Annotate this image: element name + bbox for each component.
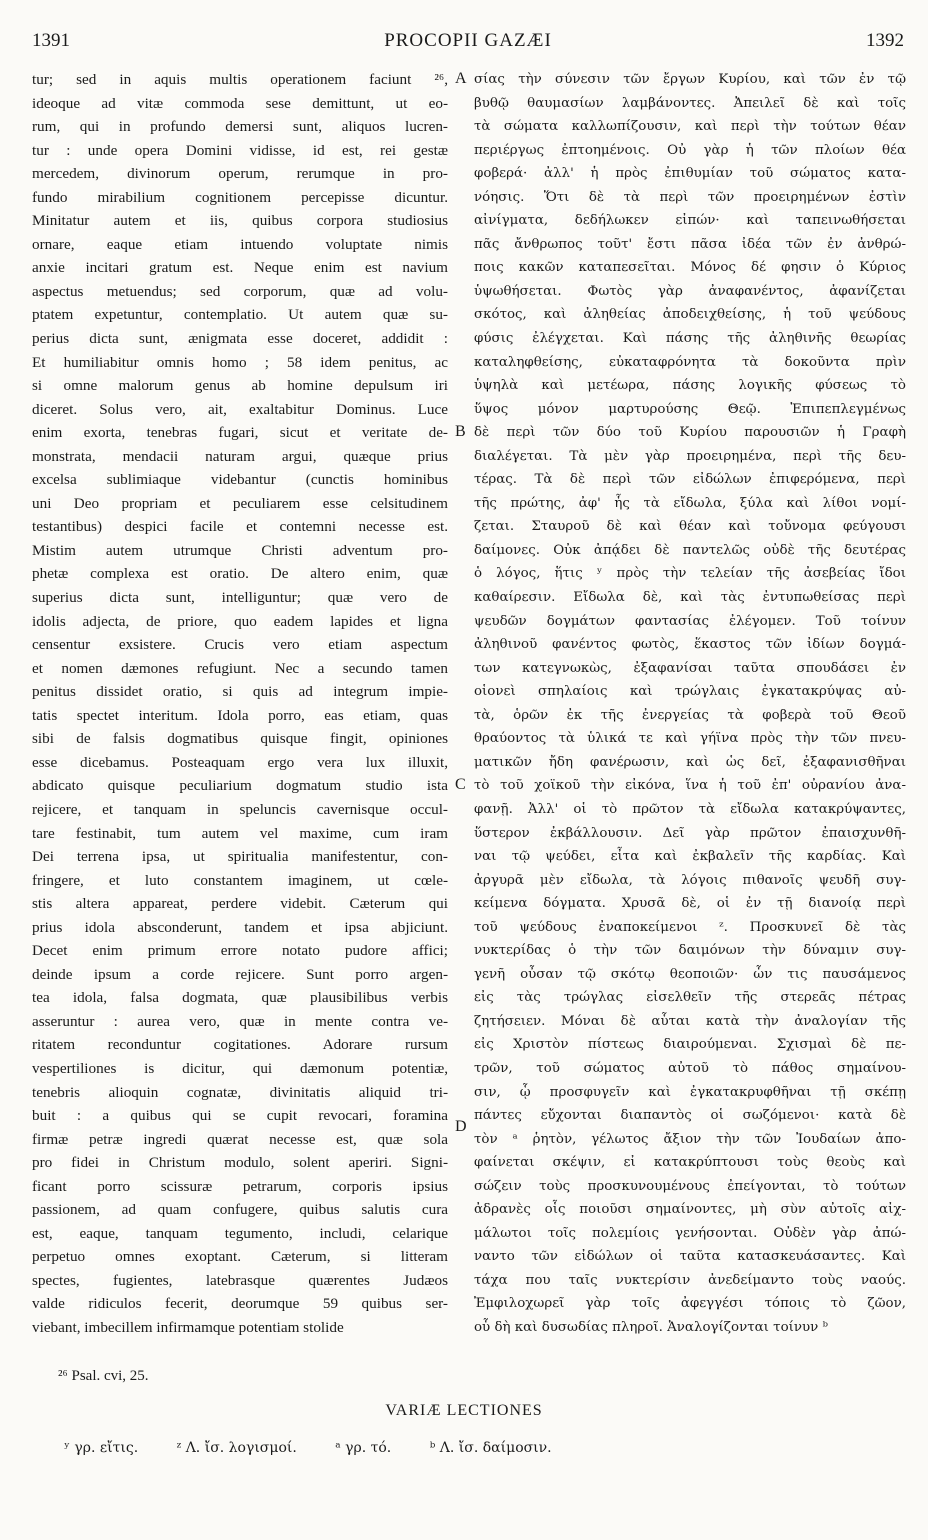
variant-reading: ᵇ Λ. ἴσ. δαίμοσιν. xyxy=(429,1440,552,1456)
text-line: tur; sed in aquis multis operationem faciunt ²⁶, xyxy=(32,71,448,88)
variant-reading: ʸ γρ. εἴτις. xyxy=(64,1440,139,1456)
text-line: monstrata, mendacii naturam argui, quæque prius xyxy=(32,447,448,465)
variae-lectiones-list xyxy=(64,1440,586,1456)
text-line: stis altera appareat, perdere videbit. Cæterum qui xyxy=(32,895,448,913)
text-line: τοῦ ψεύδους ἐναποκείμενοι ᶻ. Προσκυνεῖ δὲ τὰς xyxy=(474,919,906,935)
running-title: PROCOPII GAZÆI xyxy=(384,30,552,51)
text-line: ζητήσειεν. Μόναι δὲ αὗται κατὰ τὴν ἀναλογίαν τῆς xyxy=(474,1013,906,1029)
text-line: tur : unde opera Domini vidisse, id est, rei gestæ xyxy=(32,141,448,159)
page-number-right: 1392 xyxy=(866,30,904,51)
text-line: πᾶς ἄνθρωπος τοῦτ' ἔστι πᾶσα ἰδέα τῶν ἐν ἀνθρώ- xyxy=(474,236,906,252)
text-line: ptatem expetuntur, contemplatio. Ut autem quæ su- xyxy=(32,306,448,324)
text-line: κείμενα δόγματα. Χρυσᾶ δὲ, οἱ ἐν τῇ διανοίᾳ περὶ xyxy=(474,896,906,912)
text-line: fundo mirabilium cognitionem percepisse dicuntur. xyxy=(32,188,448,206)
text-line: tea idola, falsa dogmata, quæ plausibilibus verbis xyxy=(32,989,448,1007)
text-line: νυκτερίδας ὁ τὴν τῶν δαιμόνων τὴν δύναμιν συγ- xyxy=(474,943,906,959)
page-number-left: 1391 xyxy=(32,30,70,51)
text-line: ἀργυρᾶ μὲν εἴδωλα, τὰ λόγοις πιθανοῖς ψευδῆ συγ- xyxy=(474,872,906,888)
text-line: et nomen dæmones refugiunt. Nec a secundo tamen xyxy=(32,659,448,677)
text-line: τέρας. Τὰ δὲ περὶ τῶν εἰδώλων ἐπιφερόμενα, περὶ xyxy=(474,472,906,488)
text-line: αἰνίγματα, δεδήλωκεν εἰπών· καὶ ταπεινωθήσεται xyxy=(474,213,906,229)
text-line: ritatem reconduntur cogitationes. Adorare rursum xyxy=(32,1036,448,1054)
text-line: σώζειν τοὺς προσκυνουμένους ἐπείγονται, τὸ τούτων xyxy=(474,1178,906,1194)
text-line: βυθῷ θαυμασίων λαμβάνοντες. Ἀπειλεῖ δὲ καὶ τοῖς xyxy=(474,95,906,111)
footnote: ²⁶ Psal. cvi, 25. xyxy=(58,1368,149,1384)
variant-reading: ᵃ γρ. τό. xyxy=(335,1440,392,1456)
variant-reading: ᶻ Λ. ἴσ. λογισμοί. xyxy=(176,1440,297,1456)
text-line: aspectus metuendus; sed corporum, quæ ad volu- xyxy=(32,282,448,300)
text-line: ψευδῶν δογμάτων φαντασίας ἐλέγομεν. Τοῦ τοίνυν xyxy=(474,613,906,629)
text-line: pro fidei in Christum modulo, solent aperiri. Signi- xyxy=(32,1154,448,1172)
latin-column xyxy=(32,68,448,1340)
text-line: enim exorta, tenebras fugari, sicut et veritate de- xyxy=(32,424,448,442)
text-line: δὲ περὶ τῶν δύο τοῦ Κυρίου παρουσιῶν ἡ Γραφὴ xyxy=(474,425,906,441)
text-line: σιν, ᾧ προσφυγεῖν καὶ ἐγκατακρυφθῆναι τῇ σκέπῃ xyxy=(474,1084,906,1100)
text-line: rejicere, et tanquam in speluncis cavernisque occul- xyxy=(32,800,448,818)
text-line: νόησις. Ὅτι δὲ τὰ περὶ τῶν προειρημένων ἐστὶν xyxy=(474,189,906,205)
text-line: censentur exsistere. Crucis vero etiam aspectum xyxy=(32,636,448,654)
text-line: φοβερά· ἀλλ' ἡ πρὸς ἐπιθυμίαν τοῦ σώματος κατα- xyxy=(474,166,906,182)
text-line: ὁ λόγος, ἥτις ʸ πρὸς τὴν τελείαν τῆς ἀσεβείας ἴδοι xyxy=(474,566,906,582)
text-line: est, eaque, tanquam tegumento, includi, celarique xyxy=(32,1224,448,1242)
text-line: tatis spectet interitum. Idola porro, eas etiam, quas xyxy=(32,706,448,724)
running-header xyxy=(32,30,904,60)
text-line: ποις κακῶν καταπεσεῖται. Μόνος δέ φησιν ὁ Κύριος xyxy=(474,260,906,276)
text-line: esse dicebamus. Posteaquam ergo vera lux illuxit, xyxy=(32,753,448,771)
text-line: των κατεγνωκὼς, ἐξαφανίσαι ταῦτα σπουδάσει ἐν xyxy=(474,660,906,676)
text-line: buit : a quibus qui se cupit revocari, foramina xyxy=(32,1107,448,1125)
text-line: mercedem, divinorum operum, rerumque in pro- xyxy=(32,165,448,183)
text-line: Dei terrena ipsa, ut spiritualia manifestentur, con- xyxy=(32,848,448,866)
text-line: idolis adjecta, de priore, quo eadem lapides et ligna xyxy=(32,612,448,630)
text-line: asseruntur : aurea vero, quæ in mente contra ve- xyxy=(32,1012,448,1030)
text-line: rum, qui in profundo demersi sunt, aliquos lucren- xyxy=(32,118,448,136)
text-line: tare festinabit, tum autem vel maxime, cum iram xyxy=(32,824,448,842)
text-line: τρῶν, τοῦ σώματος αὐτοῦ τὸ πάθος σημαίνου- xyxy=(474,1060,906,1076)
text-line: Mistim autem utrumque Christi adventum pro- xyxy=(32,541,448,559)
text-line: Et humiliabitur omnis homo ; 58 idem penitus, ac xyxy=(32,353,448,371)
text-line: ματικῶν ἤδη φανέρωσιν, καὶ ὡς δεῖ, ἐξαφανισθῆναι xyxy=(474,754,906,770)
text-line: excelsa sublimiaque videbantur (cunctis hominibus xyxy=(32,471,448,489)
text-line: testantibus) despici facile et contemni necesse est. xyxy=(32,518,448,536)
text-line: Ἐμφιλοχωρεῖ γὰρ τοῖς ἀφεγγέσι τόποις τὸ ζῶον, xyxy=(474,1296,906,1312)
text-line: οἱονεὶ σπηλαίοις καὶ τρώγλαις ἐγκατακρύψας αὐ- xyxy=(474,684,906,700)
margin-letter-d: D xyxy=(455,1118,467,1135)
text-line: uni Deo propriam et peculiarem esse celsitudinem xyxy=(32,494,448,512)
text-line: ideoque ad vitæ commoda sese demittunt, ut eo- xyxy=(32,94,448,112)
text-line: phetæ complexa est oratio. De altero enim, quæ xyxy=(32,565,448,583)
text-line: ὕστερον ἐκβάλλουσιν. Δεῖ γὰρ πρῶτον ἐπαισχυνθῆ- xyxy=(474,825,906,841)
variae-lectiones-heading: VARIÆ LECTIONES xyxy=(385,1402,543,1419)
text-line: sibi de falsis dogmatibus quisque fingit, opiniones xyxy=(32,730,448,748)
text-line: σκότος, καὶ ἀληθείας ἀποδειχθείσης, ἡ τοῦ ψεύδους xyxy=(474,307,906,323)
text-line: perpetuo omnes exoptant. Cæterum, si litteram xyxy=(32,1248,448,1266)
text-line: ἀληθινοῦ φανέντος φωτὸς, ἕκαστος τῶν ἰδίων δογμά- xyxy=(474,637,906,653)
text-line: passionem, ad quam confugere, quibus salutis cura xyxy=(32,1201,448,1219)
text-line: ἀδρανὲς οἷς ποιοῦσι σημαίνοντες, μὴ σὺν αὐτοῖς αἰχ- xyxy=(474,1202,906,1218)
text-line: superius dicta sunt, intelliguntur; quæ vero de xyxy=(32,589,448,607)
text-line: τῆς πρώτης, ἀφ' ἧς τὰ εἴδωλα, ξύλα καὶ λίθοι νομί- xyxy=(474,495,906,511)
text-line: τὸ τοῦ χοϊκοῦ τὴν εἰκόνα, ἵνα ἡ τοῦ ἐπ' οὐρανίου ἀνα- xyxy=(474,778,906,794)
margin-letter-a: A xyxy=(455,70,467,87)
text-line: οὗ δὴ καὶ δυσωδίας πληροῖ. Ἀναλογίζονται τοίνυν ᵇ xyxy=(474,1319,828,1335)
text-line: θραύοντος τὰ ὑλικά τε καὶ γήϊνα πρὸς τὴν τῶν πνευ- xyxy=(474,731,906,747)
text-line: anxie incitari gratum est. Neque enim est navium xyxy=(32,259,448,277)
text-line: Decet enim primum errore notato pudore affici; xyxy=(32,942,448,960)
text-line: diceret. Solus vero, ait, exaltabitur Dominus. Luce xyxy=(32,400,448,418)
text-line: ficant porro scissuræ petrarum, corporis ipsius xyxy=(32,1177,448,1195)
text-line: ὕψος μόνον μαρτυρούσης Θεῷ. Ἐπιπεπλεγμένως xyxy=(474,401,906,417)
text-line: penitus dissidet oratio, si quis ad integrum impie- xyxy=(32,683,448,701)
text-line: δαίμονες. Οὐκ ἀπᾴδει δὲ παντελῶς οὐδὲ τῆς δευτέρας xyxy=(474,542,906,558)
text-line: tenebris alioquin cognatæ, divinitatis aliquid tri- xyxy=(32,1083,448,1101)
text-line: τὰ, ὁρῶν ἐκ τῆς ἐνεργείας τὰ φοβερὰ τοῦ Θεοῦ xyxy=(474,707,906,723)
text-line: σίας τὴν σύνεσιν τῶν ἔργων Κυρίου, καὶ τῶν ἐν τῷ xyxy=(474,72,906,87)
greek-column xyxy=(474,68,906,1340)
text-line: valde ridiculos fecerit, deorumque 59 quibus ser- xyxy=(32,1295,448,1313)
margin-letter-b: B xyxy=(455,423,466,440)
text-line: φαίνεται σκέψιν, εἰ κατακρύπτουσι τοὺς θεοὺς καὶ xyxy=(474,1155,906,1171)
text-line: γενῆ οὖσαν τῷ σκότῳ θεοποιῶν· ὧν τις παυσάμενος xyxy=(474,966,906,982)
text-line: εἰς Χριστὸν πίστεως διαιρούμεναι. Σχισμαὶ δὲ πε- xyxy=(474,1037,906,1053)
text-line: πάντες εὔχονται διαπαντὸς οἱ σωζόμενοι· κατὰ δὲ xyxy=(474,1108,906,1124)
text-line: ὑψωθήσεται. Φωτὸς γὰρ ἀναφανέντος, ἀφανίζεται xyxy=(474,283,906,299)
text-line: καθαίρεσιν. Εἴδωλα δὲ, καὶ τὰς ἐντυπωθείσας περὶ xyxy=(474,590,906,606)
text-line: διαλέγεται. Τὰ μὲν γὰρ προειρημένα, περὶ τῆς δευ- xyxy=(474,448,906,464)
text-line: φύσις ἐλέγχεται. Καὶ πάσης τῆς ἀληθινῆς θεωρίας xyxy=(474,331,906,347)
text-line: prius idola absconderunt, tandem et ipsa abjiciunt. xyxy=(32,918,448,936)
text-line: spectes, fugientes, latebrasque quærentes Judæos xyxy=(32,1271,448,1289)
text-line: ornare, eaque etiam intuendo voluptate nimis xyxy=(32,235,448,253)
margin-letter-c: C xyxy=(455,776,466,793)
text-line: τὸν ᵃ ῥητὸν, γέλωτος ἄξιον τὴν τῶν Ἰουδαίων ἀπο- xyxy=(474,1131,906,1147)
text-line: fringere, et luto constantem imaginem, ut cœle- xyxy=(32,871,448,889)
text-line: καταληφθείσης, εὐκαταφρόνητα τὰ δοκοῦντα πρὶν xyxy=(474,354,906,370)
text-line: vespertiliones is dicitur, qui dæmonum potentiæ, xyxy=(32,1059,448,1077)
text-line: μάλωτοι τοῖς πολεμίοις γενήσονται. Οὐδὲν γὰρ ἀπώ- xyxy=(474,1225,906,1241)
text-line: abdicato quisque peculiarium dogmatum studio ista xyxy=(32,777,448,795)
text-line: εἰς τὰς τρώγλας εἰσελθεῖν τῆς στερεᾶς πέτρας xyxy=(474,990,906,1006)
text-line: ζεται. Σταυροῦ δὲ καὶ θέαν καὶ τοὔνομα φεύγουσι xyxy=(474,519,906,535)
text-line: περιέργως ἐπτοημένοις. Οὐ γὰρ ἡ τῶν πλοίων θέα xyxy=(474,142,906,158)
text-line: deinde ipsum a corde rejicere. Sunt porro argen- xyxy=(32,965,448,983)
text-line: firmæ petræ ingredi quærat necesse est, quæ sola xyxy=(32,1130,448,1148)
text-line: Minitatur autem et iis, quibus corpora studiosius xyxy=(32,212,448,230)
text-line: ναι τῷ ψεύδει, εἶτα καὶ ἐκβαλεῖν τῆς καρδίας. Καὶ xyxy=(474,849,906,865)
text-line: perius dicta sunt, ænigmata esse doceret, addidit : xyxy=(32,330,448,348)
text-line: si omne malorum genus ab homine depulsum iri xyxy=(32,377,448,395)
text-line: viebant, imbecillem infirmamque potentiam stolide xyxy=(32,1318,344,1336)
text-line: τὰ σώματα καλλωπίζουσιν, καὶ περὶ τὴν τούτων θέαν xyxy=(474,119,906,135)
text-line: ναντο τῶν εἰδώλων οἱ ταῦτα κατασκευάσαντες. Καὶ xyxy=(474,1249,906,1265)
text-line: ὑψηλὰ καὶ μετέωρα, πάσης λογικῆς φύσεως τὸ xyxy=(474,378,906,394)
text-line: τάχα που ταῖς νυκτερίσιν ἀνεδείμαντο τοὺς ναούς. xyxy=(474,1272,906,1288)
text-line: φανῇ. Ἀλλ' οἱ τὸ πρῶτον τὰ εἴδωλα κατακρύψαντες, xyxy=(474,801,906,817)
